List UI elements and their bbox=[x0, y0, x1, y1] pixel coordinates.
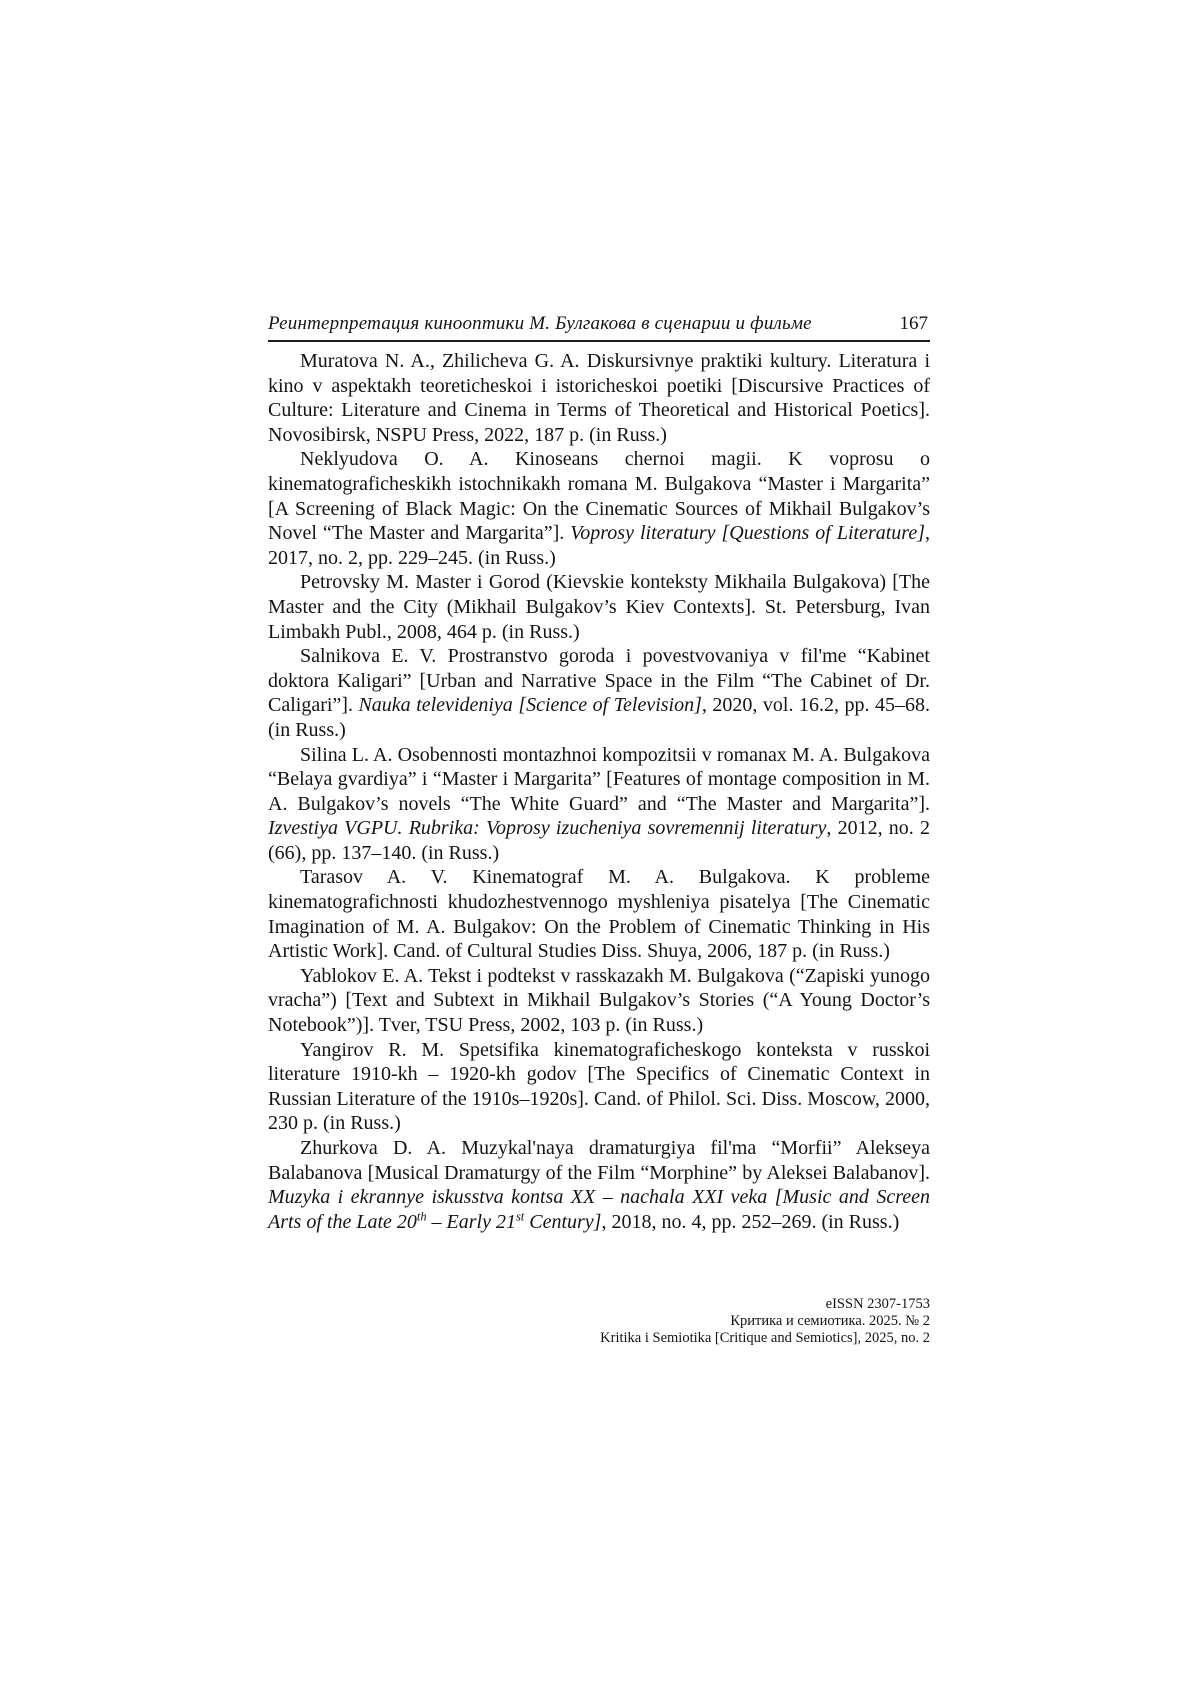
page-header bbox=[268, 312, 930, 342]
reference-segment: Voprosy literatury [Questions of Literature] bbox=[570, 522, 925, 545]
reference-segment: , 2020, vol. 16.2, pp. 45–68. (in Russ.) bbox=[268, 694, 930, 741]
reference-segment: – Early 21 bbox=[426, 1210, 516, 1233]
references-list bbox=[268, 349, 930, 1234]
reference-segment: th bbox=[416, 1209, 427, 1224]
reference-segment: , 2017, no. 2, pp. 229–245. (in Russ.) bbox=[268, 522, 930, 569]
document-page bbox=[268, 312, 930, 1234]
reference-entry bbox=[268, 349, 930, 447]
reference-entry bbox=[268, 447, 930, 570]
footer-line-journal-ru: Критика и семиотика. 2025. № 2 bbox=[730, 1313, 930, 1329]
reference-segment: Neklyudova O. A. Kinoseans chernoi magii. K voprosu o kinematograficheskikh istochnikakh romana M. Bulgakova “Master i Margarita” [A Screening of Black Magic: On the Cinematic Sources of Mikhail Bulgakov’s Novel “The Master and Margarita”]. bbox=[268, 448, 930, 545]
reference-segment: Yangirov R. M. Spetsifika kinematograficheskogo konteksta v russkoi literature 1910-kh – 1920-kh godov [The Specifics of Cinematic Context in Russian Literature of the 1910s–1920s]. Cand. of Philol. Sci. Diss. Moscow, 2000, 230 p. (in Russ.) bbox=[268, 1038, 930, 1135]
reference-segment: st bbox=[515, 1209, 525, 1224]
running-title: Реинтерпретация кинооптики М. Булгакова в сценарии и фильме bbox=[268, 313, 812, 334]
reference-segment: , 2012, no. 2 (66), pp. 137–140. (in Russ.) bbox=[268, 817, 930, 864]
journal-footer bbox=[600, 1296, 930, 1347]
reference-entry bbox=[268, 1136, 930, 1234]
reference-segment: Salnikova E. V. Prostranstvo goroda i povestvovaniya v fil'me “Kabinet doktora Kaligari” [Urban and Narrative Space in the Film “The Cabinet of Dr. Caligari”]. bbox=[268, 645, 930, 717]
footer-line-eissn: eISSN 2307-1753 bbox=[825, 1296, 930, 1312]
footer-line-journal-en: Kritika i Semiotika [Critique and Semiotics], 2025, no. 2 bbox=[600, 1330, 930, 1346]
reference-segment: Petrovsky M. Master i Gorod (Kievskie konteksty Mikhaila Bulgakova) [The Master and the City (Mikhail Bulgakov’s Kiev Contexts]. St. Petersburg, Ivan Limbakh Publ., 2008, 464 p. (in Russ.) bbox=[268, 571, 930, 643]
reference-entry bbox=[268, 570, 930, 644]
reference-segment: Izvestiya VGPU. Rubrika: Voprosy izucheniya sovremennij literatury bbox=[268, 817, 827, 840]
reference-segment: , 2018, no. 4, pp. 252–269. (in Russ.) bbox=[601, 1210, 900, 1233]
reference-segment: Yablokov E. A. Tekst i podtekst v rasskazakh M. Bulgakova (“Zapiski yunogo vracha”) [Text and Subtext in Mikhail Bulgakov’s Stories (“A Young Doctor’s Notebook”)]. Tver, TSU Press, 2002, 103 p. (in Russ.) bbox=[268, 964, 930, 1037]
reference-segment: Muratova N. A., Zhilicheva G. A. Diskursivnye praktiki kultury. Literatura i kino v aspektakh teoreticheskoi i istoricheskoi poetiki [Discursive Practices of Culture: Literature and Cinema in Terms of Theoretical and Historical Poetics]. Novosibirsk, NSPU Press, 2022, 187 p. (in Russ.) bbox=[268, 350, 930, 446]
reference-entry bbox=[268, 743, 930, 866]
reference-segment: Century] bbox=[524, 1210, 602, 1233]
reference-entry bbox=[268, 644, 930, 742]
reference-segment: Silina L. A. Osobennosti montazhnoi kompozitsii v romanax M. A. Bulgakova “Belaya gvardiya” i “Master i Margarita” [Features of montage composition in M. A. Bulgakov’s novels “The White Guard” and “The Master and Margarita”]. bbox=[268, 743, 930, 815]
page-number: 167 bbox=[899, 313, 928, 334]
reference-entry bbox=[268, 1038, 930, 1136]
reference-segment: Zhurkova D. A. Muzykal'naya dramaturgiya fil'ma “Morfii” Alekseya Balabanova [Musical Dramaturgy of the Film “Morphine” by Aleksei Balabanov]. bbox=[268, 1137, 930, 1184]
reference-entry bbox=[268, 865, 930, 963]
reference-segment: Muzyka i ekrannye iskusstva kontsa XX – nachala XXI veka [Music and Screen Arts of the Late 20 bbox=[268, 1186, 930, 1233]
reference-entry bbox=[268, 964, 930, 1038]
reference-segment: Tarasov A. V. Kinematograf M. A. Bulgakova. K probleme kinematografichnosti khudozhestvennogo myshleniya pisatelya [The Cinematic Imagination of M. A. Bulgakov: On the Problem of Cinematic Thinking in His Artistic Work]. Cand. of Cultural Studies Diss. Shuya, 2006, 187 p. (in Russ.) bbox=[268, 866, 930, 963]
reference-segment: Nauka televideniya [Science of Television] bbox=[358, 694, 702, 717]
